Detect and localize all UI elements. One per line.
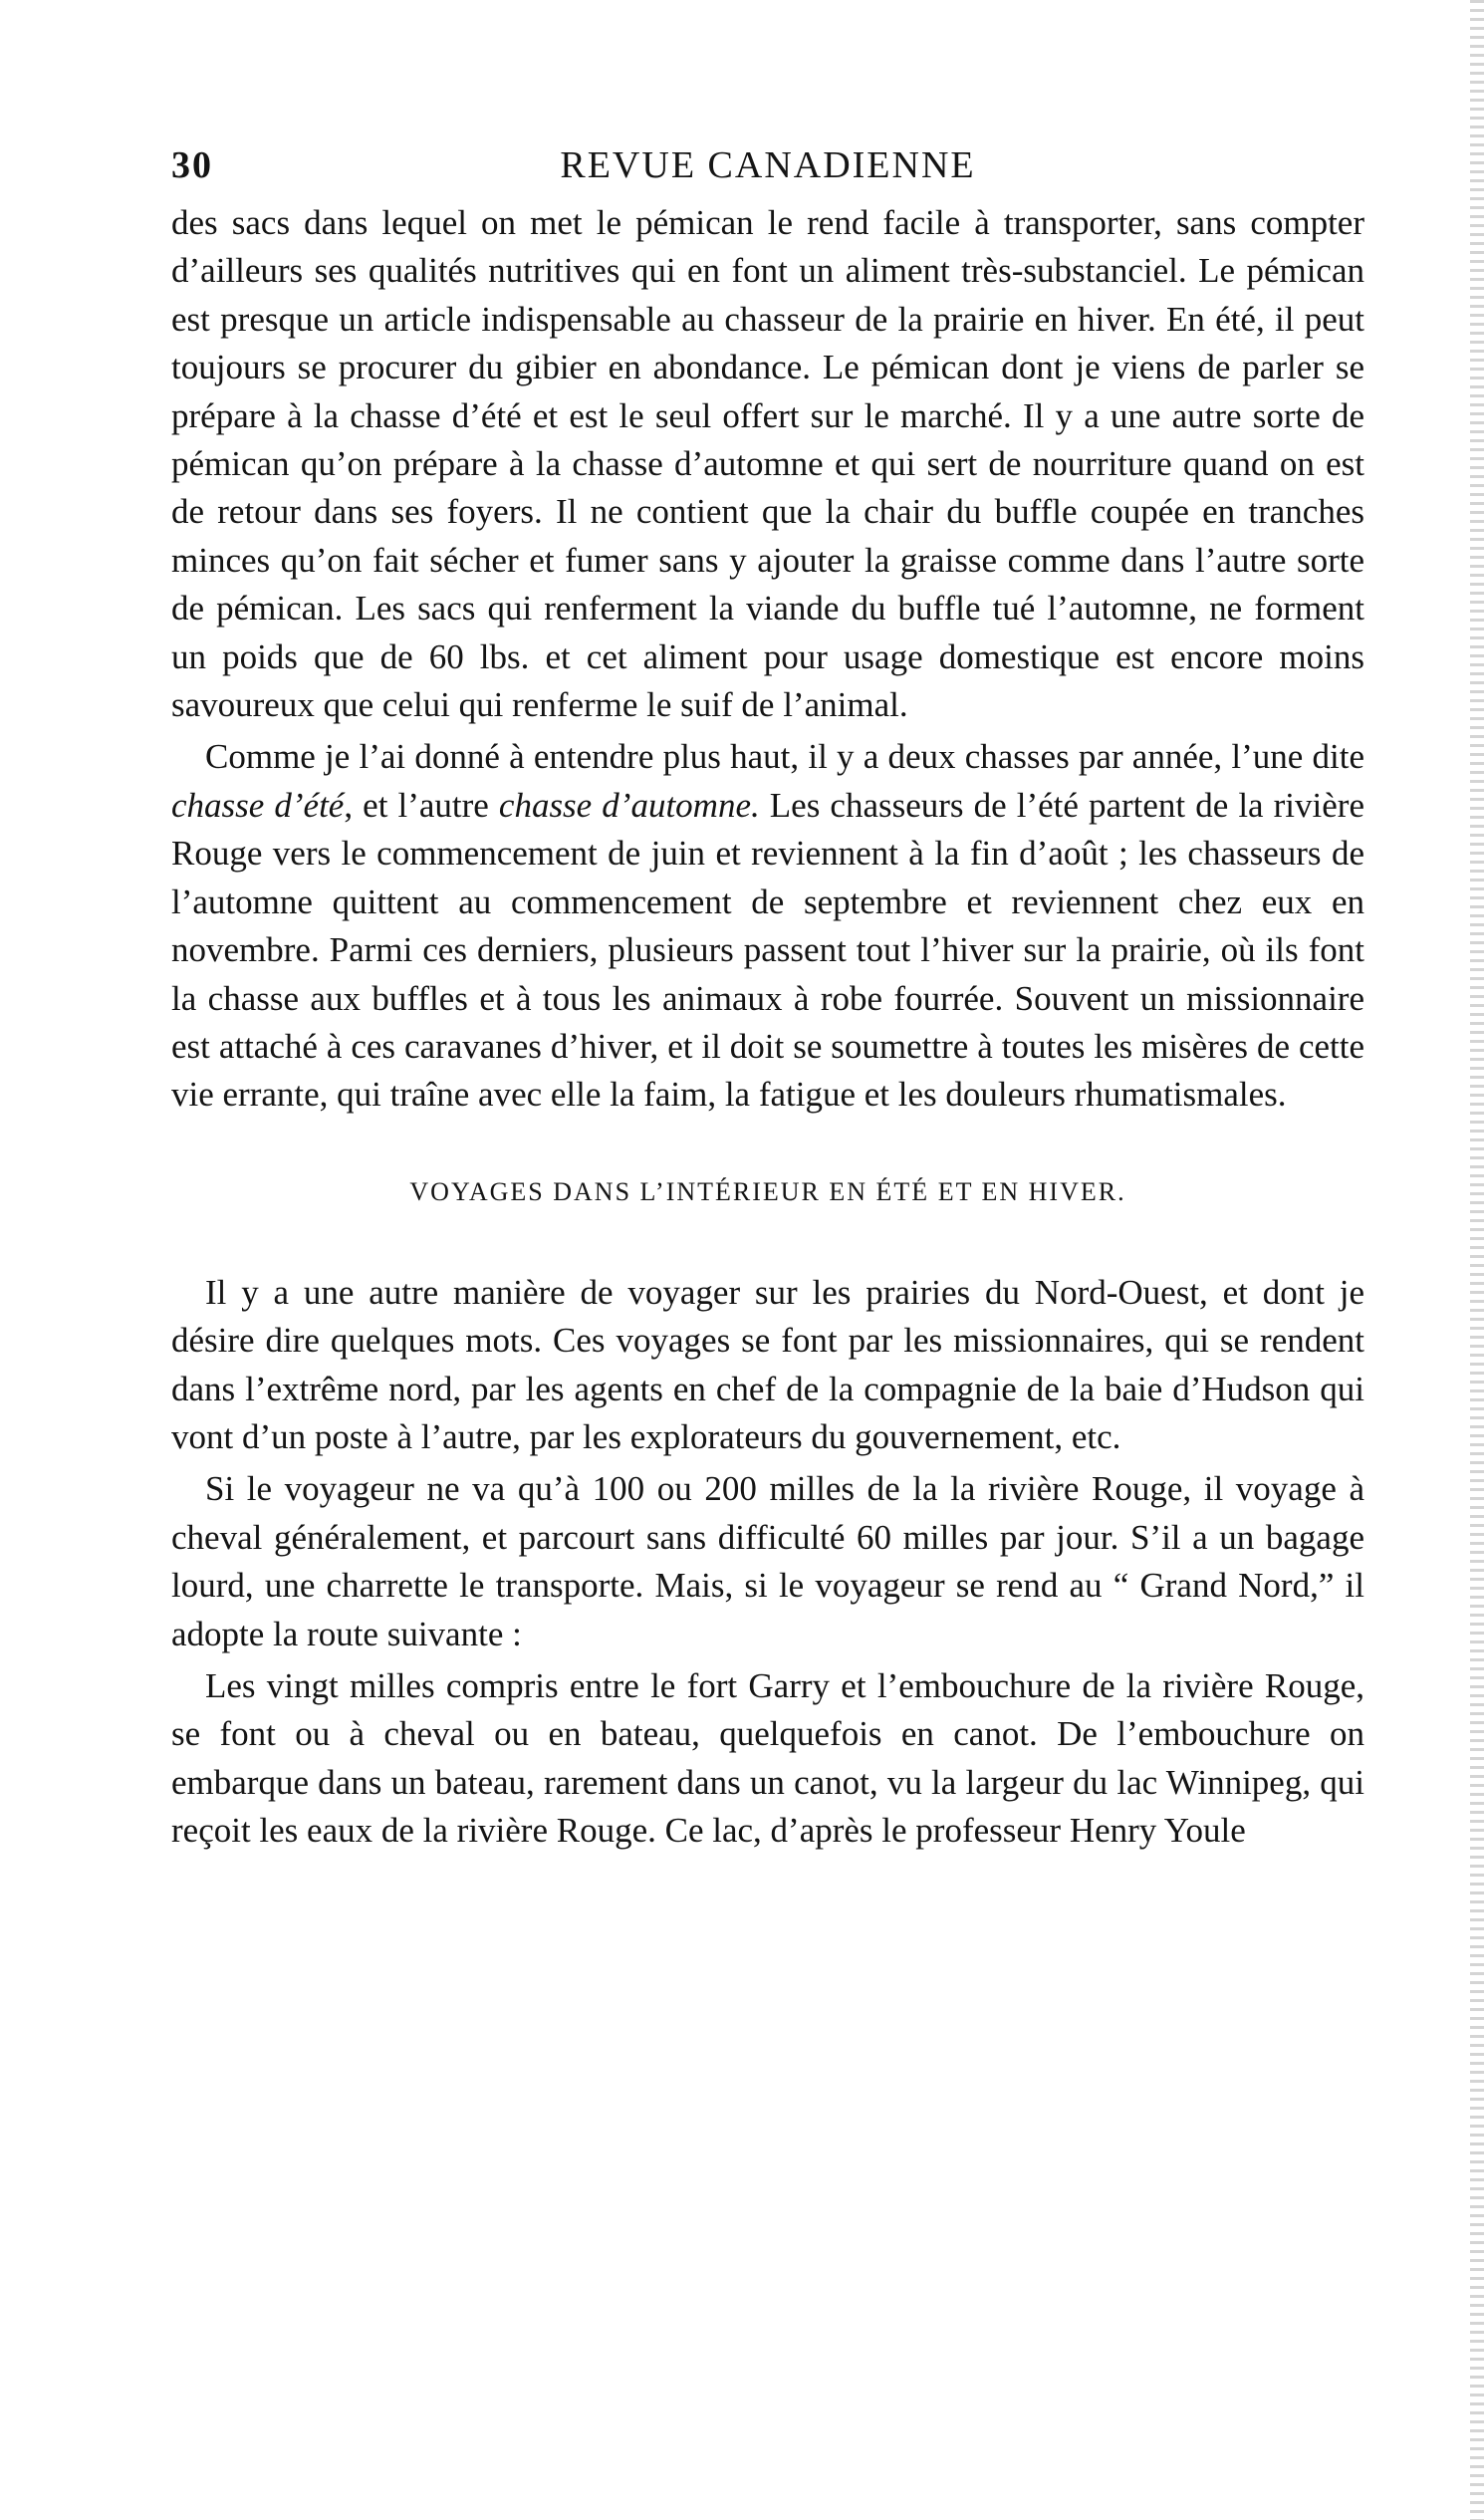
page-number: 30	[171, 144, 213, 186]
text-run: , et l’autre	[344, 785, 499, 825]
italic-term-summer-hunt: chasse d’été	[171, 785, 345, 825]
text-run: Comme je l’ai donné à entendre plus haut, il y a deux chasses par année, l’une dite	[205, 737, 1364, 777]
paragraph-other-travel: Il y a une autre manière de voyager sur les prairies du Nord-Ouest, et dont je désire dire quelques mots. Ces voyages se font par les missionnaires, qui se rendent dans l’extrême nord, par les agents en chef de la compagnie de la baie d’Hudson qui vont d’un poste à l’autre, par les explorateurs du gouvernement, etc.	[171, 1272, 1364, 1456]
page	[171, 139, 1364, 1856]
journal-title: REVUE CANADIENNE	[560, 144, 976, 186]
paragraph-continued: des sacs dans lequel on met le pémican le rend facile à transporter, sans compter d’ailleurs ses qualités nutritives qui en font un aliment très-substanciel. Le pémican est presque un article indispensable au chasseur de la prairie en hiver. En été, il peut toujours se procurer du gibier en abondance. Le pémican dont je viens de parler se prépare à la chasse d’été et est le seul offert sur le marché. Il y a une autre sorte de pémican qu’on prépare à la chasse d’automne et qui sert de nourriture quand on est de retour dans ses foyers. Il ne contient que la chair du buffle coupée en tranches minces qu’on fait sécher et fumer sans y ajouter la graisse comme dans l’autre sorte de pémican. Les sacs qui renferment la viande du buffle tué l’automne, ne forment un poids que de 60 lbs. et cet aliment pour usage domestique est encore moins savoureux que celui qui renferme le suif de l’animal.	[171, 203, 1364, 725]
paragraph-horseback-route: Si le voyageur ne va qu’à 100 ou 200 milles de la la rivière Rouge, il voyage à cheval généralement, et parcourt sans difficulté 60 milles par jour. S’il a un bagage lourd, une charrette le transporte. Mais, si le voyageur se rend au “ Grand Nord,” il adopte la route suivante :	[171, 1469, 1364, 1653]
italic-term-autumn-hunt: chasse d’automne.	[498, 785, 760, 825]
text-run: Les chasseurs de l’été partent de la rivière Rouge vers le commencement de juin et reviennent à la fin d’août ; les chasseurs de l’automne quittent au commencement de septembre et reviennent chez eux en novembre. Parmi ces derniers, plusieurs passent tout l’hiver sur la prairie, où ils font la chasse aux buffles et à tous les animaux à robe fourrée. Souvent un missionnaire est attaché à ces caravanes d’hiver, et il doit se soumettre à toutes les misères de cette vie errante, qui traîne avec elle la faim, la fatigue et les douleurs rhumatismales.	[171, 785, 1364, 1115]
paragraph-lake-winnipeg: Les vingt milles compris entre le fort Garry et l’embouchure de la rivière Rouge, se font ou à cheval ou en bateau, quelquefois en canot. De l’embouchure on embarque dans un bateau, rarement dans un canot, vu la largeur du lac Winnipeg, qui reçoit les eaux de la rivière Rouge. Ce lac, d’après le professeur Henry Youle	[171, 1665, 1364, 1851]
running-head	[171, 139, 1364, 199]
section-heading: VOYAGES DANS L’INTÉRIEUR EN ÉTÉ ET EN HIVER.	[409, 1176, 1126, 1206]
paragraph-hunting-seasons	[171, 733, 1364, 1119]
page-edge-scan-marks	[1470, 0, 1484, 2520]
